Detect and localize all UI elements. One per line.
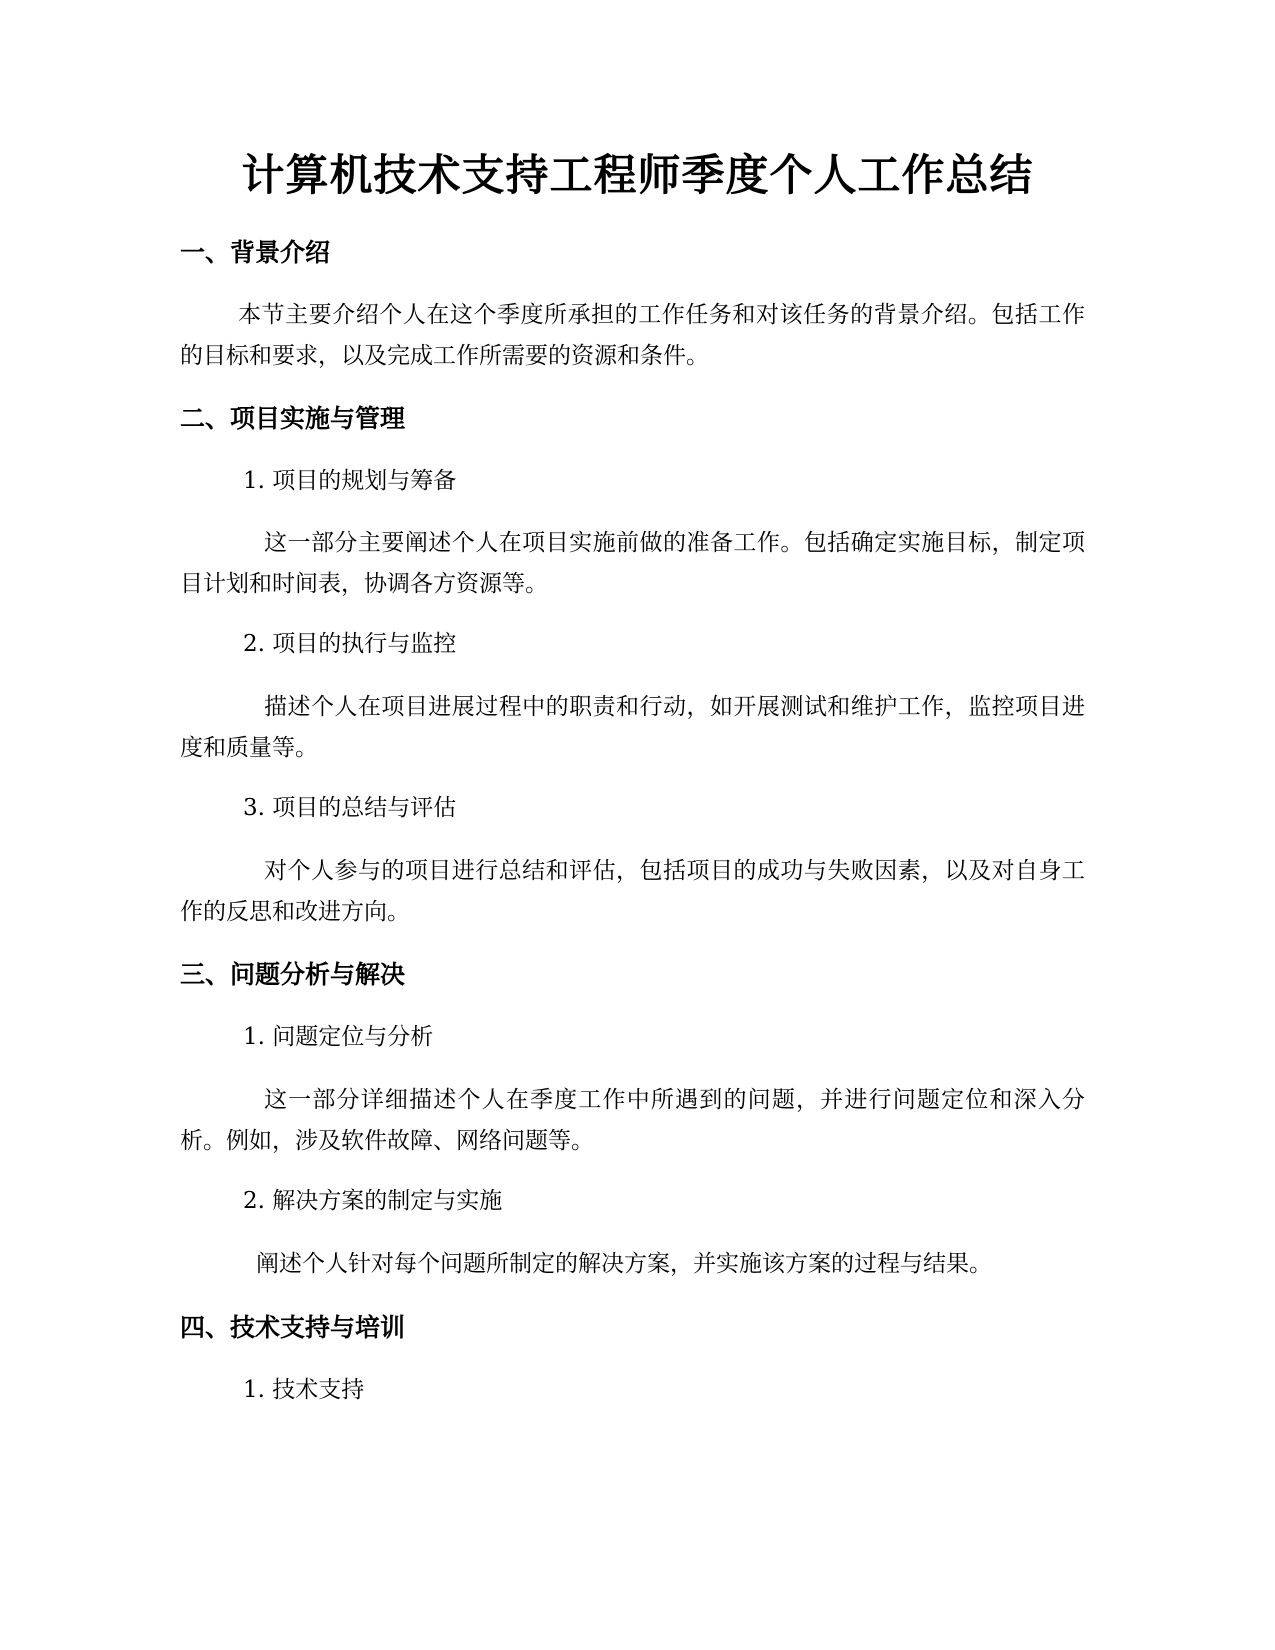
subsection-label-execution: 2. 项目的执行与监控 <box>243 631 457 657</box>
subsection-label-diagnosis: 1. 问题定位与分析 <box>243 1024 434 1050</box>
subsection-paragraph-review: 对个人参与的项目进行总结和评估，包括项目的成功与失败因素，以及对自身工作的反思和改进方向。 <box>180 858 1085 925</box>
section-heading-background: 一、背景介绍 <box>180 238 331 267</box>
subsection-paragraph-execution: 描述个人在项目进展过程中的职责和行动，如开展测试和维护工作，监控项目进度和质量等。 <box>180 694 1085 761</box>
document-title: 计算机技术支持工程师季度个人工作总结 <box>241 151 1034 201</box>
subsection-label-planning: 1. 项目的规划与筹备 <box>243 468 457 494</box>
section-paragraph-background: 本节主要介绍个人在这个季度所承担的工作任务和对该任务的背景介绍。包括工作的目标和要求，以及完成工作所需要的资源和条件。 <box>180 302 1085 369</box>
section-heading-project: 二、项目实施与管理 <box>180 404 406 433</box>
section-heading-problems: 三、问题分析与解决 <box>180 960 406 989</box>
subsection-paragraph-diagnosis: 这一部分详细描述个人在季度工作中所遇到的问题，并进行问题定位和深入分析。例如，涉及软件故障、网络问题等。 <box>180 1087 1085 1154</box>
subsection-paragraph-planning: 这一部分主要阐述个人在项目实施前做的准备工作。包括确定实施目标，制定项目计划和时间表，协调各方资源等。 <box>180 530 1085 597</box>
subsection-label-tech-support: 1. 技术支持 <box>243 1377 365 1403</box>
subsection-paragraph-solutions: 阐述个人针对每个问题所制定的解决方案，并实施该方案的过程与结果。 <box>256 1251 992 1277</box>
subsection-label-review: 3. 项目的总结与评估 <box>243 795 457 821</box>
section-heading-support: 四、技术支持与培训 <box>180 1313 406 1342</box>
subsection-label-solutions: 2. 解决方案的制定与实施 <box>243 1188 503 1214</box>
